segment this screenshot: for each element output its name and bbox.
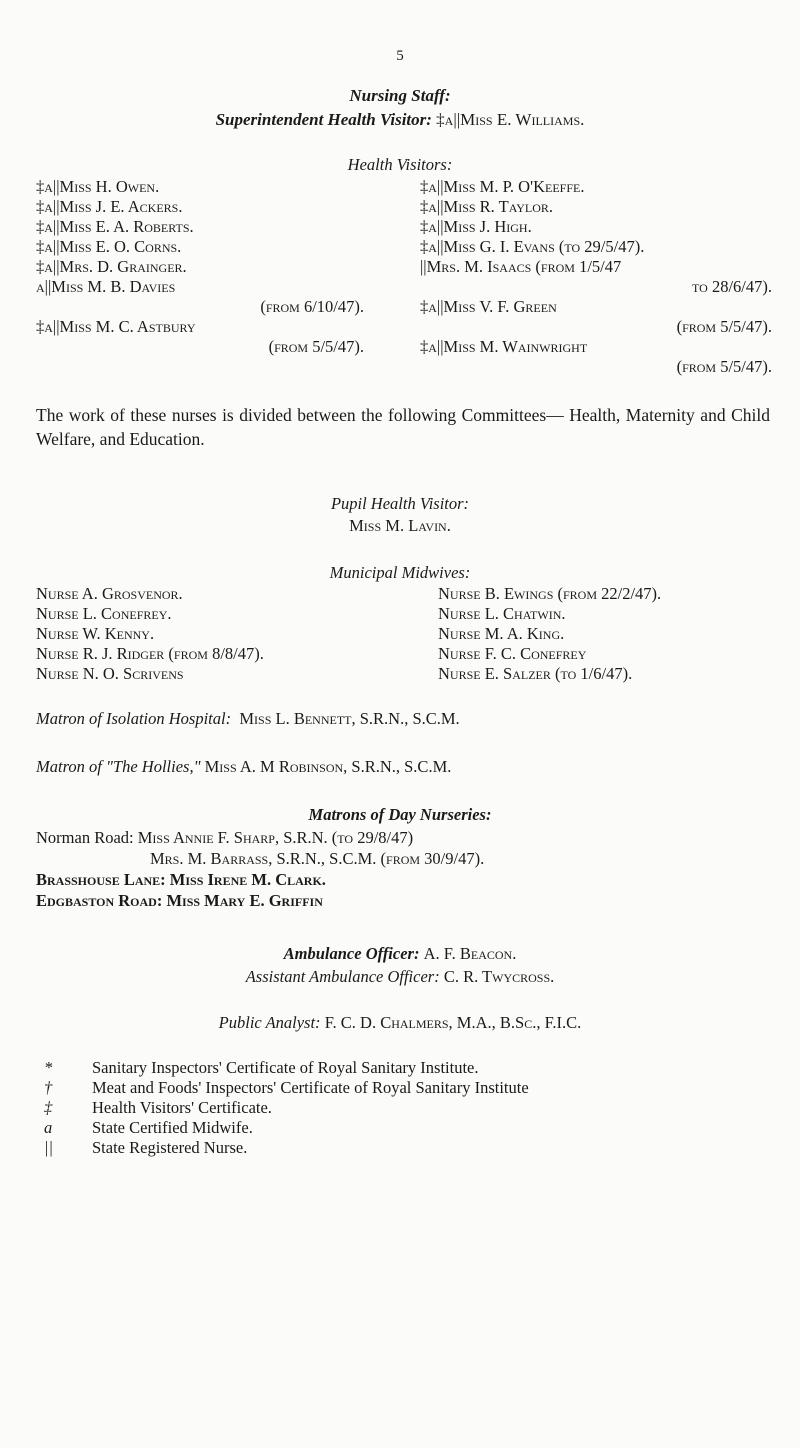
footnote-text: State Registered Nurse. [92,1138,248,1157]
health-visitor-date: (from 5/5/47). [676,317,772,336]
footnote-text: Health Visitors' Certificate. [92,1098,272,1117]
midwife: Nurse L. Chatwin. [438,604,566,623]
footnote-text: Sanitary Inspectors' Certificate of Royal Sanitary Institute. [92,1058,479,1077]
norman-road-matron-1: Miss Annie F. Sharp, S.R.N. (to 29/8/47) [137,828,414,847]
health-visitor: ‡a||Miss J. High. [420,217,532,236]
assistant-ambulance-officer-label: Assistant Ambulance Officer: [245,967,440,986]
footnote-text: State Certified Midwife. [92,1118,253,1137]
ambulance-officer-name: A. F. Beacon. [423,944,517,963]
midwife: Nurse N. O. Scrivens [36,664,184,683]
norman-road-label: Norman Road: [36,828,134,847]
hollies-matron-label: Matron of "The Hollies," [36,757,201,776]
midwives-right-column [438,584,778,684]
footnote-symbol: * [44,1058,53,1077]
superintendent-line [0,110,800,130]
norman-road-matron-2: Mrs. M. Barrass, S.R.N., S.C.M. (from 30/9/47). [150,849,485,868]
health-visitor: ‡a||Miss V. F. Green [420,297,557,316]
public-analyst-name: F. C. D. Chalmers, M.A., B.Sc., F.I.C. [324,1013,582,1032]
midwife: Nurse F. C. Conefrey [438,644,587,663]
health-visitor: ‡a||Miss E. A. Roberts. [36,217,194,236]
brasshouse-lane-line: Brasshouse Lane: Miss Irene M. Clark. [36,870,326,889]
midwives-left-column [36,584,396,684]
midwife: Nurse W. Kenny. [36,624,155,643]
footnotes [44,1058,774,1158]
midwife: Nurse L. Conefrey. [36,604,172,623]
health-visitor-date: (from 5/5/47). [676,357,772,376]
health-visitor-date: (from 6/10/47). [260,297,364,316]
health-visitor: ‡a||Mrs. D. Grainger. [36,257,187,276]
health-visitor: ‡a||Miss M. Wainwright [420,337,588,356]
pupil-health-visitor-heading: Pupil Health Visitor: [330,494,470,513]
health-visitor: ||Mrs. M. Isaacs (from 1/5/47 [420,257,622,276]
footnote-text: Meat and Foods' Inspectors' Certificate of Royal Sanitary Institute [92,1078,529,1097]
health-visitor-date: to 28/6/47). [692,277,772,296]
municipal-midwives-heading: Municipal Midwives: [329,563,471,582]
health-visitor: a||Miss M. B. Davies [36,277,176,296]
midwife: Nurse R. J. Ridger (from 8/8/47). [36,644,264,663]
health-visitor: ‡a||Miss M. C. Astbury [36,317,196,336]
day-nurseries-heading: Matrons of Day Nurseries: [308,805,492,824]
work-paragraph: The work of these nurses is divided between the following Committees— Health, Maternity and Child Welfare, and Education. [36,405,770,449]
health-visitor: ‡a||Miss H. Owen. [36,177,160,196]
footnote-symbol: ‡ [44,1098,53,1117]
footnote [44,1138,774,1158]
isolation-matron-label: Matron of Isolation Hospital: [36,709,232,728]
edgbaston-road-line: Edgbaston Road: Miss Mary E. Griffin [36,891,323,910]
assistant-ambulance-officer-line [0,967,800,987]
health-visitor-date: (from 5/5/47). [268,337,364,356]
footnote-symbol: † [44,1078,53,1097]
assistant-ambulance-officer-name: C. R. Twycross. [443,967,555,986]
health-visitor: ‡a||Miss G. I. Evans (to 29/5/47). [420,237,645,256]
health-visitor: ‡a||Miss R. Taylor. [420,197,554,216]
ambulance-officer-label: Ambulance Officer: [283,944,420,963]
footnote [44,1058,774,1078]
footnote-symbol: || [44,1138,54,1157]
midwife: Nurse A. Grosvenor. [36,584,183,603]
superintendent-name: ‡a||Miss E. Williams. [436,110,585,129]
public-analyst-label: Public Analyst: [218,1013,321,1032]
footnote [44,1078,774,1098]
health-visitors-left-column [36,177,364,357]
health-visitor: ‡a||Miss M. P. O'Keeffe. [420,177,585,196]
health-visitors-heading: Health Visitors: [347,155,453,174]
isolation-matron-name: Miss L. Bennett, S.R.N., S.C.M. [239,709,460,728]
health-visitor: ‡a||Miss E. O. Corns. [36,237,182,256]
midwife: Nurse M. A. King. [438,624,565,643]
hollies-matron-line [36,757,451,777]
public-analyst-line [0,1013,800,1033]
hollies-matron-name: Miss A. M Robinson, S.R.N., S.C.M. [204,757,452,776]
health-visitors-right-column [420,177,772,377]
footnote-symbol: a [44,1118,53,1137]
midwife: Nurse E. Salzer (to 1/6/47). [438,664,633,683]
ambulance-officer-line [0,944,800,964]
footnote [44,1118,774,1138]
health-visitor: ‡a||Miss J. E. Ackers. [36,197,183,216]
footnote [44,1098,774,1118]
norman-road-line [36,828,413,848]
superintendent-label: Superintendent Health Visitor: [215,110,432,129]
nursing-staff-heading: Nursing Staff: [349,86,451,105]
pupil-health-visitor-name: Miss M. Lavin. [349,516,451,535]
isolation-matron-line [36,709,460,729]
page-number: 5 [396,48,404,64]
midwife: Nurse B. Ewings (from 22/2/47). [438,584,662,603]
